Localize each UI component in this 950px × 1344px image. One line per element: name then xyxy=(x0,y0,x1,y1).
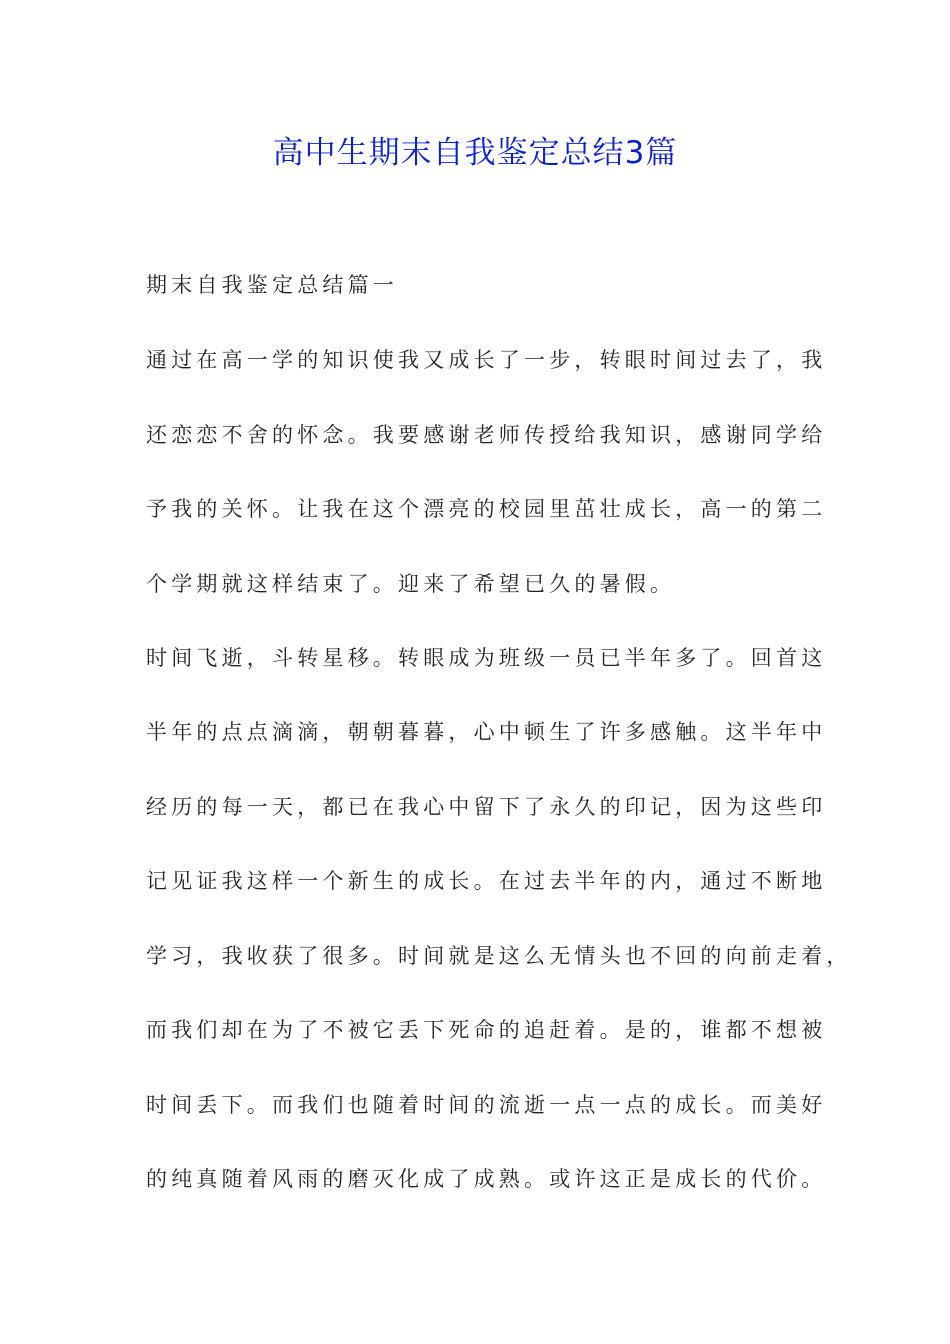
paragraph-line-9: 学习，我收获了很多。时间就是这么无情头也不回的向前走着， xyxy=(146,944,852,968)
paragraph-line-2: 还恋恋不舍的怀念。我要感谢老师传授给我知识，感谢同学给 xyxy=(146,423,827,447)
paragraph-line-4: 个学期就这样结束了。迎来了希望已久的暑假。 xyxy=(146,572,676,596)
paragraph-line-7: 经历的每一天，都已在我心中留下了永久的印记，因为这些印 xyxy=(146,795,827,819)
paragraph-line-5: 时间飞逝，斗转星移。转眼成为班级一员已半年多了。回首这 xyxy=(146,646,827,670)
paragraph-line-8: 记见证我这样一个新生的成长。在过去半年的内，通过不断地 xyxy=(146,869,827,893)
paragraph-line-11: 时间丢下。而我们也随着时间的流逝一点一点的成长。而美好 xyxy=(146,1093,827,1117)
paragraph-line-1: 通过在高一学的知识使我又成长了一步，转眼时间过去了，我 xyxy=(146,348,827,372)
paragraph-line-3: 予我的关怀。让我在这个漂亮的校园里茁壮成长，高一的第二 xyxy=(146,497,827,521)
paragraph-line-10: 而我们却在为了不被它丢下死命的追赶着。是的，谁都不想被 xyxy=(146,1018,827,1042)
paragraph-line-6: 半年的点点滴滴，朝朝暮暮，心中顿生了许多感触。这半年中 xyxy=(146,720,827,744)
document-title: 高中生期末自我鉴定总结3篇 xyxy=(272,135,678,171)
section-heading: 期末自我鉴定总结篇一 xyxy=(146,273,398,297)
paragraph-line-12: 的纯真随着风雨的磨灭化成了成熟。或许这正是成长的代价。 xyxy=(146,1167,827,1191)
